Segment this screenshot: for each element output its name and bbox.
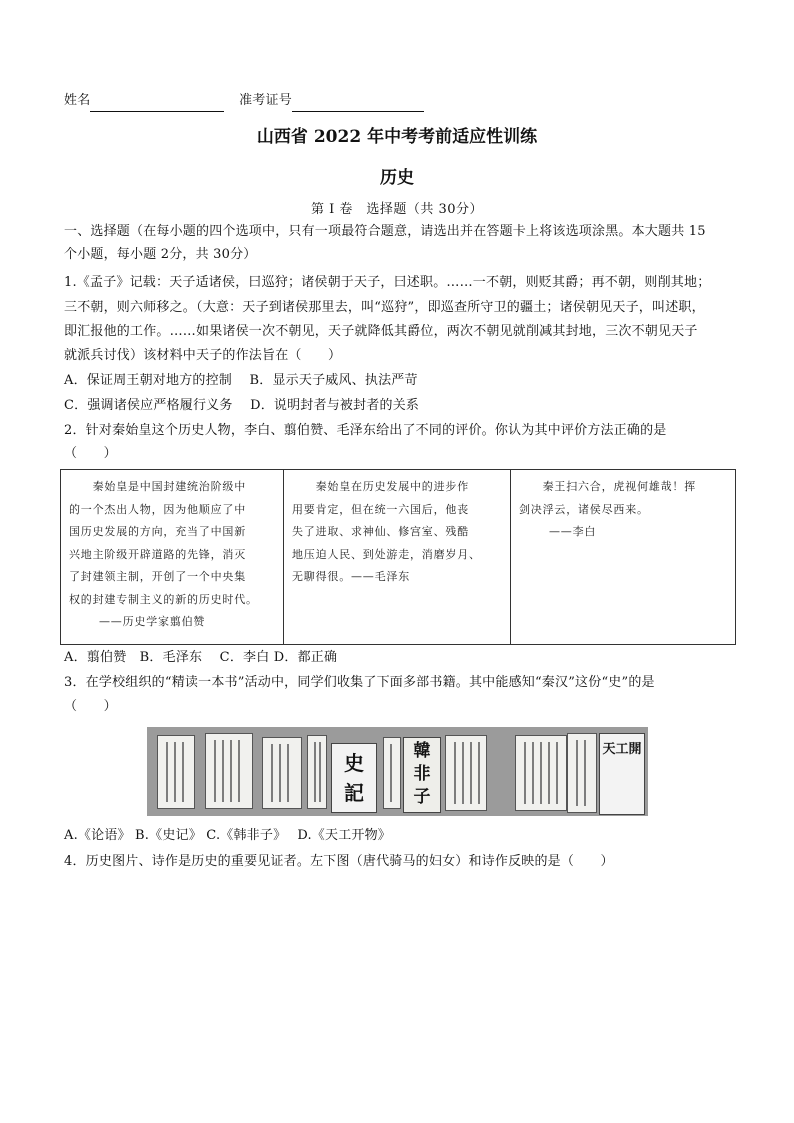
name-blank[interactable] bbox=[90, 97, 224, 112]
quote-signature: ——李白 bbox=[549, 525, 597, 538]
quote-line: 无聊得很。——毛泽东 bbox=[292, 570, 410, 583]
quote-line: 国历史发展的方向，充当了中国新 bbox=[69, 525, 246, 538]
id-label: 准考证号 bbox=[239, 93, 292, 108]
quote-line: 失了进取、求神仙、修宫室、残酷 bbox=[292, 525, 469, 538]
quote-line: 秦始皇是中国封建统治阶级中 bbox=[69, 480, 246, 493]
subject-title: 历史 bbox=[380, 168, 414, 188]
name-label: 姓名 bbox=[64, 93, 91, 108]
q1-line-1: 1.《孟子》记载：天子适诸侯，曰巡狩；诸侯朝于天子，曰述职。……一不朝，则贬其爵；再不朝，则削其地； bbox=[64, 275, 711, 290]
q2-stem: 2．针对秦始皇这个历史人物，李白、翦伯赞、毛泽东给出了不同的评价。你认为其中评价方法正确的是 bbox=[64, 423, 667, 438]
q3-stem: 3．在学校组织的“精读一本书”活动中，同学们收集了下面多部书籍。其中能感知“秦汉”这份“史”的是 bbox=[64, 675, 655, 690]
q1-options-cd: C．强调诸侯应严格履行义务 D．说明封者与被封者的关系 bbox=[64, 398, 420, 413]
cover-char: 記 bbox=[344, 781, 364, 805]
book-page bbox=[383, 737, 401, 809]
q1-line-2: 三不朝，则六师移之。（大意：天子到诸侯那里去，叫“巡狩”，即巡查所守卫的疆土；诸侯朝见天子，叫述职， bbox=[64, 300, 705, 315]
q4-stem: 4．历史图片、诗作是历史的重要见证者。左下图（唐代骑马的妇女）和诗作反映的是（ ） bbox=[64, 854, 614, 869]
instructions-line-1: 一、选择题（在每小题的四个选项中，只有一项最符合题意，请选出并在答题卡上将该选项涂黑。本大题共 15 bbox=[64, 224, 706, 239]
cover-char: 史 bbox=[344, 751, 364, 775]
cover-char: 子 bbox=[413, 787, 431, 807]
books-photo bbox=[147, 727, 648, 816]
book-page bbox=[567, 733, 597, 813]
book-page bbox=[262, 737, 302, 809]
quote-mao-zedong bbox=[284, 470, 511, 645]
q2-paren: （ ） bbox=[64, 446, 117, 461]
q1-line-4: 就派兵讨伐）该材料中天子的作法旨在（ ） bbox=[64, 348, 342, 363]
id-blank[interactable] bbox=[292, 97, 424, 112]
book-page bbox=[445, 735, 487, 811]
cover-char: 韓 bbox=[413, 741, 431, 761]
candidate-info bbox=[64, 90, 738, 112]
quote-line: 权的封建专制主义的新的历史时代。 bbox=[69, 592, 258, 606]
quote-line: 用要肯定，但在统一六国后，他丧 bbox=[292, 502, 469, 516]
book-page bbox=[515, 735, 567, 811]
q3-paren: （ ） bbox=[64, 699, 117, 714]
cover-title: 天工開 bbox=[602, 742, 642, 757]
quote-line: 秦王扫六合，虎视何雄哉！挥 bbox=[519, 480, 696, 493]
hanfeizi-cover bbox=[403, 737, 441, 813]
q2-quotes-table bbox=[60, 469, 736, 645]
book-page bbox=[157, 735, 195, 809]
quote-line: 了封建领主制，开创了一个中央集 bbox=[69, 570, 246, 583]
cover-char: 非 bbox=[413, 764, 431, 784]
quote-line: 兴地主阶级开辟道路的先锋，消灭 bbox=[69, 547, 246, 561]
q3-options: A.《论语》 B.《史记》 C.《韩非子》 D.《天工开物》 bbox=[64, 828, 392, 843]
book-page bbox=[205, 733, 253, 809]
exam-title: 山西省 2022 年中考考前适应性训练 bbox=[256, 127, 538, 147]
q2-options: A．翦伯赞 B．毛泽东 C．李白 D．都正确 bbox=[64, 650, 338, 665]
quote-signature: ——历史学家翦伯赞 bbox=[99, 615, 206, 628]
quote-jian-bozan bbox=[61, 470, 284, 645]
quote-line: 的一个杰出人物，因为他顺应了中 bbox=[69, 502, 246, 516]
quote-li-bai bbox=[511, 470, 736, 645]
section-title: 第 I 卷 选择题（共 30分） bbox=[310, 202, 484, 217]
q1-options-ab: A．保证周王朝对地方的控制 B．显示天子威风、执法严苛 bbox=[64, 373, 418, 388]
shiji-cover bbox=[331, 743, 377, 813]
q1-line-3: 即汇报他的工作。……如果诸侯一次不朝见，天子就降低其爵位，两次不朝见就削减其封地，三次不朝见天子 bbox=[64, 324, 698, 339]
quote-line: 秦始皇在历史发展中的进步作 bbox=[292, 480, 469, 493]
instructions-line-2: 个小题，每小题 2分，共 30分） bbox=[64, 247, 257, 262]
quote-line: 剑决浮云，诸侯尽西来。 bbox=[519, 502, 649, 516]
quote-line: 地压迫人民、到处游走，消磨岁月、 bbox=[292, 547, 481, 561]
book-page bbox=[307, 735, 327, 809]
tiangong-cover bbox=[599, 733, 645, 815]
